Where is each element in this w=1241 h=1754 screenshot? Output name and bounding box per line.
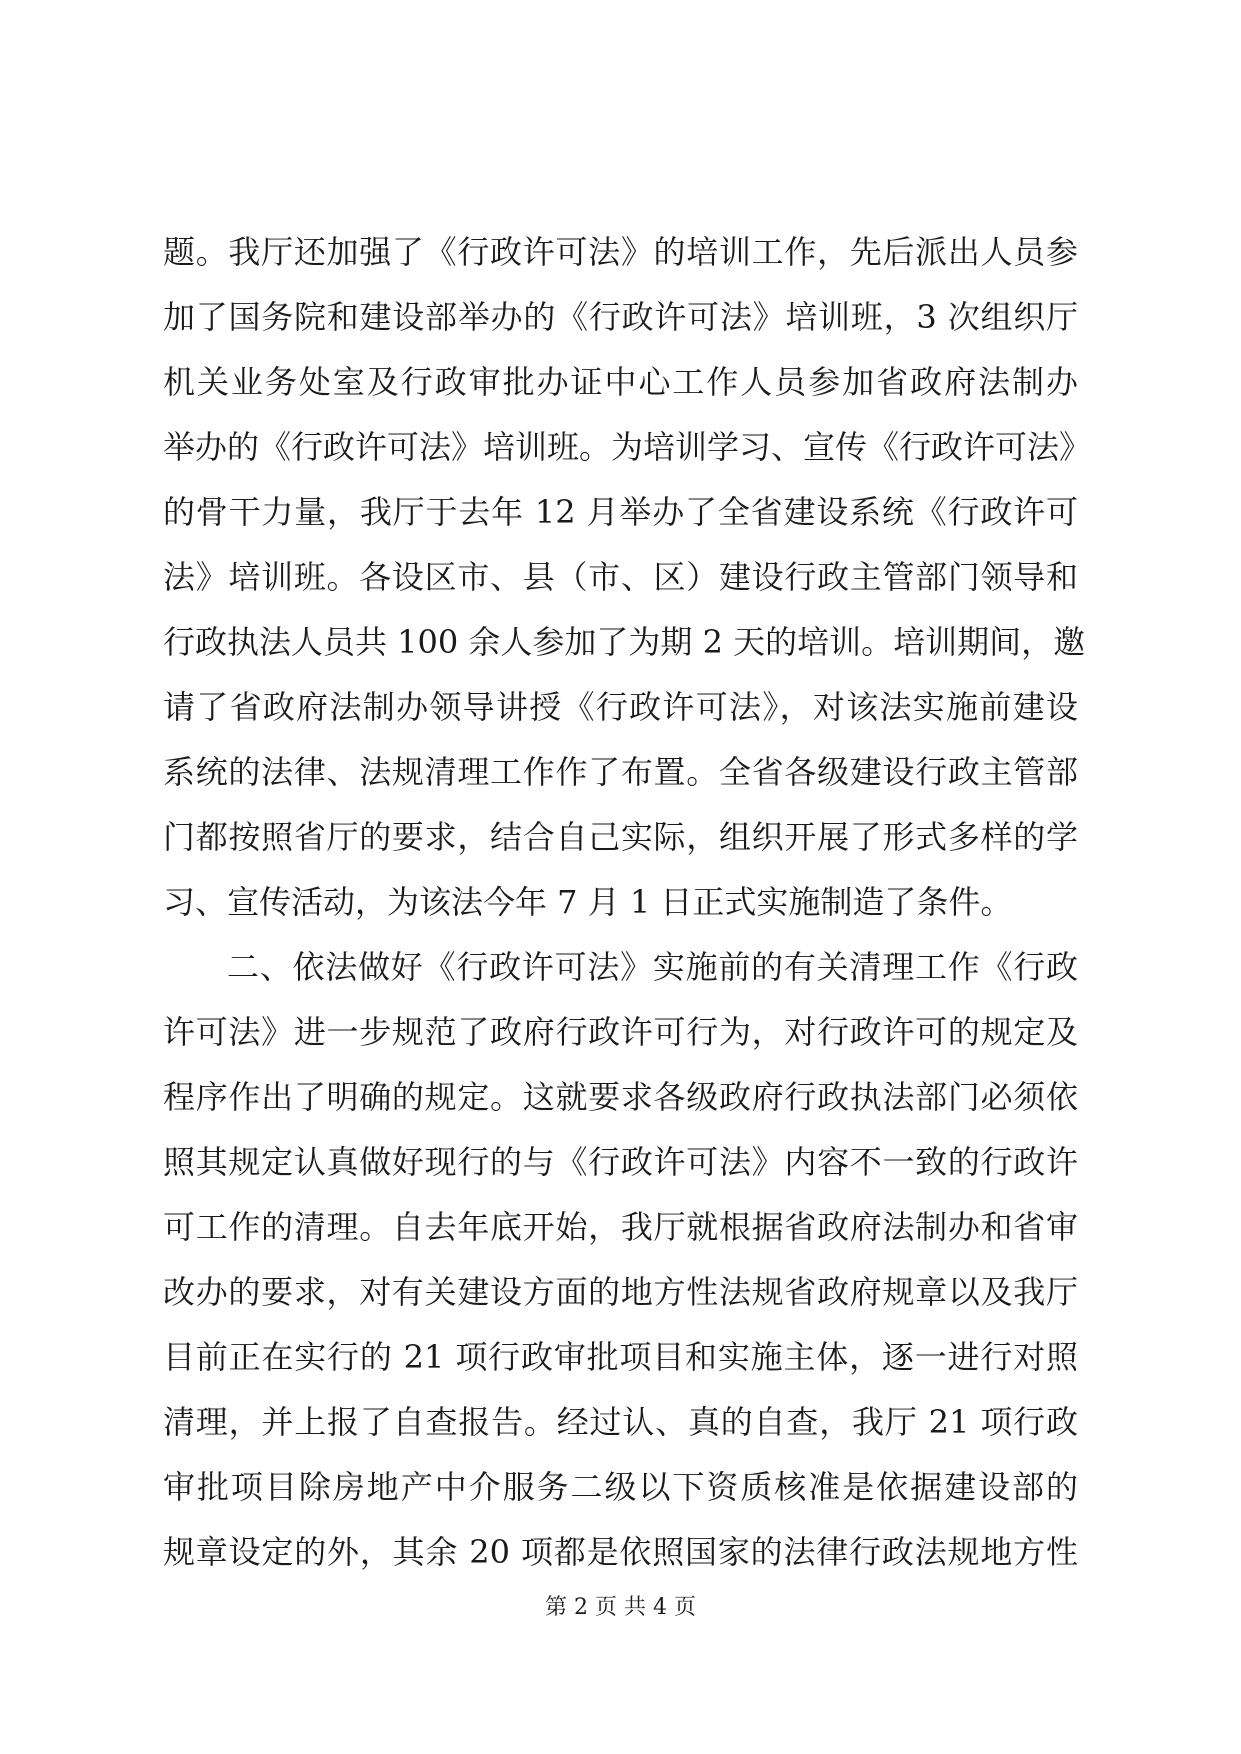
text-line: 题。我厅还加强了《行政许可法》的培训工作，先后派出人员参 [163, 233, 1078, 271]
text-line: 机关业务处室及行政审批办证中心工作人员参加省政府法制办 [163, 363, 1078, 401]
text-line: 门都按照省厅的要求，结合自己实际，组织开展了形式多样的学 [163, 818, 1078, 856]
body-text [163, 222, 1092, 1571]
text-line: 行政执法人员共 100 余人参加了为期 2 天的培训。培训期间，邀 [163, 623, 1086, 661]
text-line: 程序作出了明确的规定。这就要求各级政府行政执法部门必须依 [163, 1078, 1078, 1116]
text-line: 加了国务院和建设部举办的《行政许可法》培训班，3 次组织厅 [163, 298, 1078, 336]
text-line: 的骨干力量，我厅于去年 12 月举办了全省建设系统《行政许可 [163, 493, 1078, 531]
text-line: 习、宣传活动，为该法今年 7 月 1 日正式实施制造了条件。 [163, 883, 1013, 921]
text-line: 清理，并上报了自查报告。经过认、真的自查，我厅 21 项行政 [163, 1403, 1078, 1441]
text-line: 审批项目除房地产中介服务二级以下资质核准是依据建设部的 [163, 1468, 1078, 1506]
text-line: 许可法》进一步规范了政府行政许可行为，对行政许可的规定及 [163, 1013, 1078, 1051]
section-heading-line: 二、依法做好《行政许可法》实施前的有关清理工作《行政 [227, 948, 1078, 986]
text-line: 请了省政府法制办领导讲授《行政许可法》，对该法实施前建设 [163, 688, 1078, 726]
text-line: 规章设定的外，其余 20 项都是依照国家的法律行政法规地方性 [163, 1533, 1078, 1571]
text-line: 目前正在实行的 21 项行政审批项目和实施主体，逐一进行对照 [163, 1338, 1078, 1376]
page-footer [0, 1588, 1241, 1628]
text-line: 改办的要求，对有关建设方面的地方性法规省政府规章以及我厅 [163, 1273, 1078, 1311]
page-number: 第 2 页 共 4 页 [545, 1595, 696, 1620]
text-line: 照其规定认真做好现行的与《行政许可法》内容不一致的行政许 [163, 1143, 1078, 1181]
text-line: 系统的法律、法规清理工作作了布置。全省各级建设行政主管部 [163, 753, 1078, 791]
text-line: 法》培训班。各设区市、县（市、区）建设行政主管部门领导和 [163, 558, 1078, 596]
text-line: 可工作的清理。自去年底开始，我厅就根据省政府法制办和省审 [163, 1208, 1078, 1246]
text-line: 举办的《行政许可法》培训班。为培训学习、宣传《行政许可法》 [163, 428, 1092, 466]
